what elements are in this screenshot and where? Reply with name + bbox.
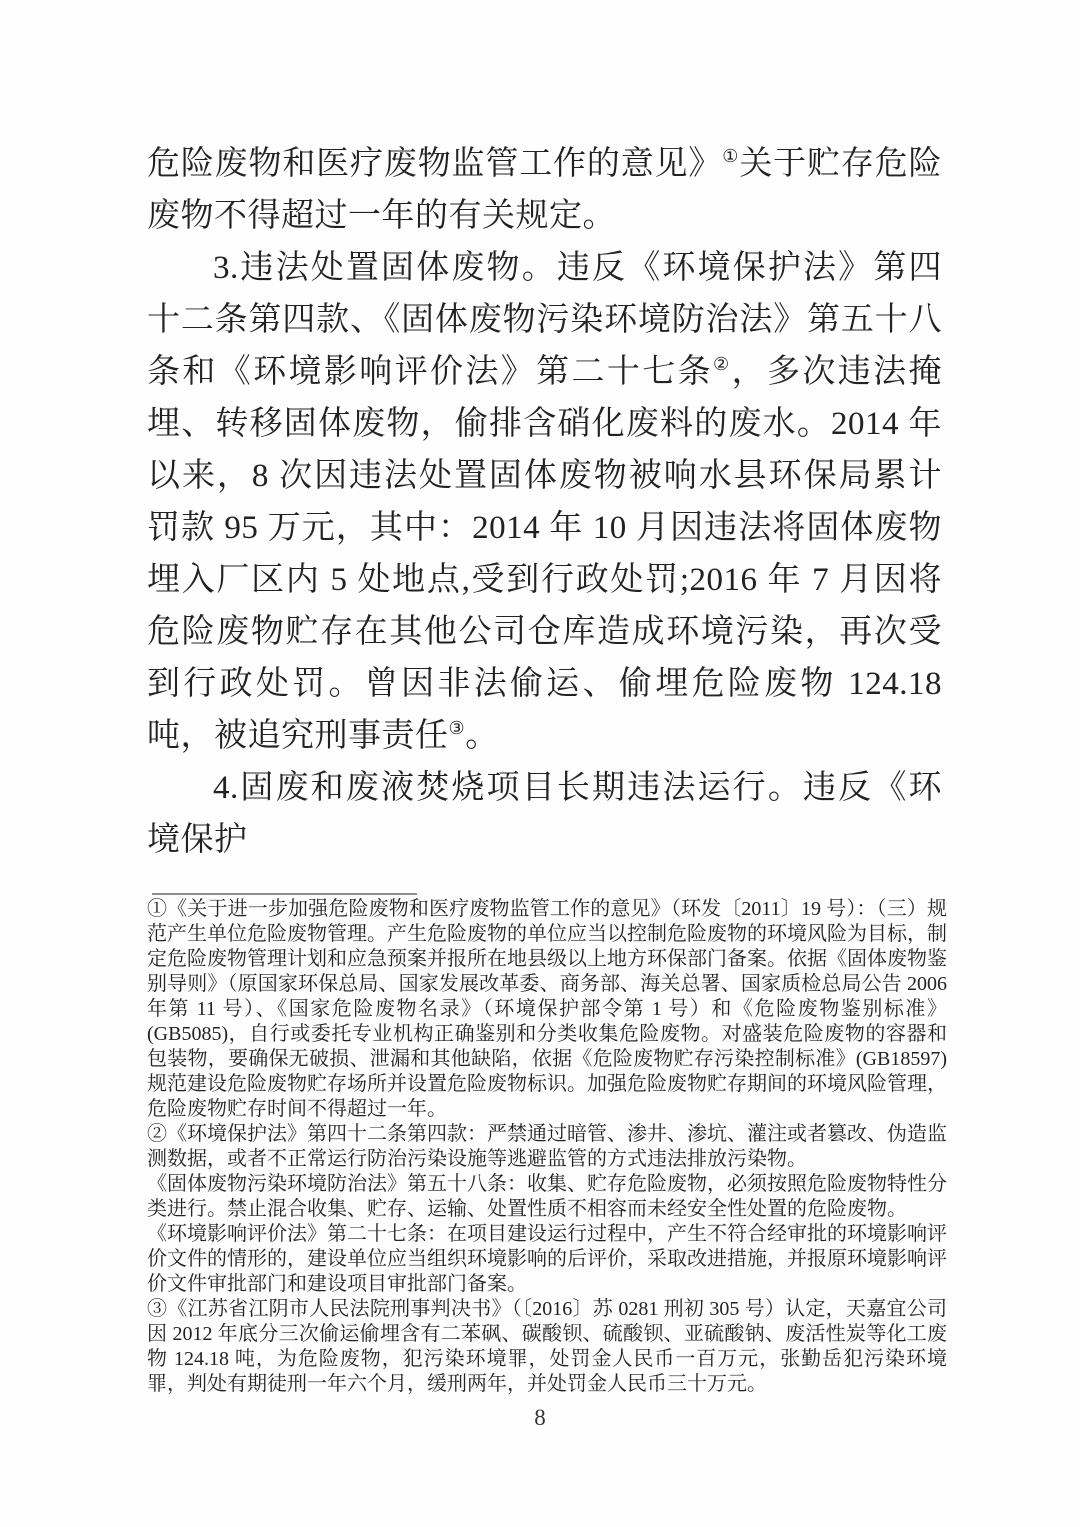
footnote-paragraph: 《固体废物污染环境防治法》第五十八条：收集、贮存危险废物，必须按照危险废物特性分类进行。禁止混合收集、贮存、运输、处置性质不相容而未经安全性处置的危险废物。	[147, 1173, 947, 1220]
body-text-run: ，多次违法掩埋、转移固体废物，偷排含硝化废料的废水。2014 年以来，8 次因违法处置固体废物被响水县环保局累计罚款 95 万元，其中：2014 年 10 月因违法将固体废物埋入厂区内 5 处地点,受到行政处罚;2016 年 7 月因将危险废物贮存在其他公司仓库造成环境污染，再次受到行政处罚。曾因非法偷运、偷埋危险废物 124.18 吨，被追究刑事责任	[147, 354, 943, 754]
footnote-ref-mark: ③	[448, 718, 466, 738]
footnotes	[147, 897, 947, 1397]
footnote-separator	[152, 893, 417, 895]
footnote-ref-mark: ②	[713, 354, 732, 374]
body-paragraph	[147, 762, 942, 866]
main-text	[147, 138, 942, 866]
body-text-run: 4.固废和废液焚烧项目长期违法运行。违反《环境保护	[147, 770, 942, 858]
footnote-paragraph: ③《江苏省江阴市人民法院刑事判决书》（〔2016〕苏 0281 刑初 305 号）认定，天嘉宜公司因 2012 年底分三次偷运偷埋含有二苯砜、碳酸钡、硫酸钡、亚硫酸钠、废活性炭等化工废物 124.18 吨，为危险废物，犯污染环境罪，处罚金人民币一百万元，张勤岳犯污染环境罪，判处有期徒刑一年六个月，缓刑两年，并处罚金人民币三十万元。	[147, 1298, 947, 1395]
body-text-run: 关于贮存危险废物不得超过一年的有关规定。	[147, 146, 943, 234]
footnote-paragraph: 《环境影响评价法》第二十七条：在项目建设运行过程中，产生不符合经审批的环境影响评价文件的情形的，建设单位应当组织环境影响的后评价，采取改进措施，并报原环境影响评价文件审批部门和建设项目审批部门备案。	[147, 1223, 947, 1295]
page-number: 8	[534, 1405, 546, 1430]
footnote-paragraph: ①《关于进一步加强危险废物和医疗废物监管工作的意见》（环发〔2011〕19 号）：（三）规范产生单位危险废物管理。产生危险废物的单位应当以控制危险废物的环境风险为目标，制定危险废物管理计划和应急预案并报所在地县级以上地方环保部门备案。依据《固体废物鉴别导则》（原国家环保总局、国家发展改革委、商务部、海关总署、国家质检总局公告 2006 年第 11 号）、《国家危险废物名录》（环境保护部令第 1 号）和《危险废物鉴别标准》(GB5085)，自行或委托专业机构正确鉴别和分类收集危险废物。对盛装危险废物的容器和包装物，要确保无破损、泄漏和其他缺陷，依据《危险废物贮存污染控制标准》(GB18597) 规范建设危险废物贮存场所并设置危险废物标识。加强危险废物贮存期间的环境风险管理，危险废物贮存时间不得超过一年。	[147, 898, 947, 1120]
body-text-run: 3.违法处置固体废物。违反《环境保护法》第四十二条第四款、《固体废物污染环境防治法》第五十八条和《环境影响评价法》第二十七条	[147, 250, 942, 390]
body-text-run: 危险废物和医疗废物监管工作的意见》	[147, 146, 723, 182]
footnote-paragraph: ②《环境保护法》第四十二条第四款：严禁通过暗管、渗井、渗坑、灌注或者篡改、伪造监测数据，或者不正常运行防治污染设施等逃避监管的方式违法排放污染物。	[147, 1123, 947, 1170]
body-paragraph	[147, 138, 942, 242]
body-text-run: 。	[465, 718, 499, 754]
body-paragraph	[147, 242, 942, 762]
footnote-ref-mark: ①	[722, 146, 740, 166]
